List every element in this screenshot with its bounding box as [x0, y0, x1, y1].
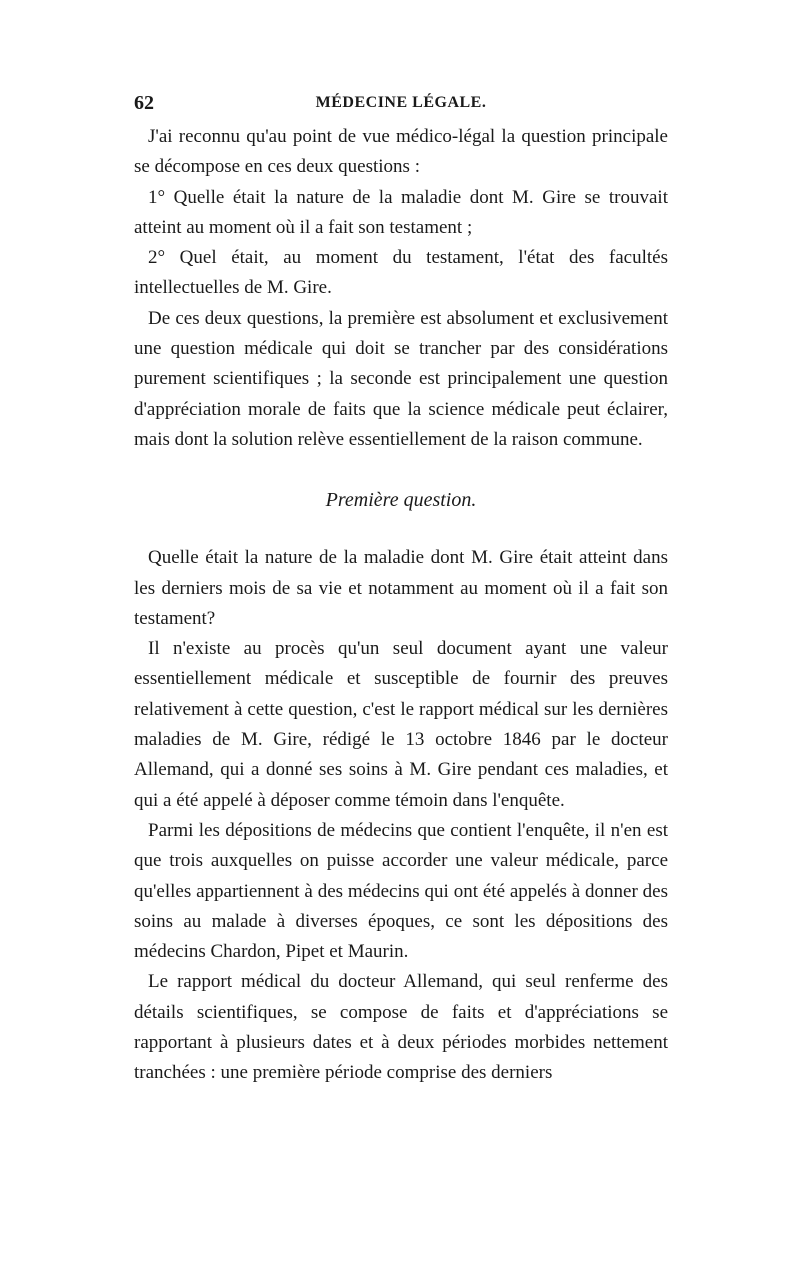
page-number: 62 — [134, 92, 154, 114]
paragraph: De ces deux questions, la première est absolument et exclusivement une question médicale qui doit se trancher par des considérations purement scientifiques ; la seconde est principalement une question d'appréciation morale de faits que la science médicale peut éclairer, mais dont la solution relève essentiellement de la raison commune. — [134, 307, 668, 450]
paragraph: Il n'existe au procès qu'un seul document ayant une valeur essentiellement médicale et susceptible de fournir des preuves relativement à cette question, c'est le rapport médical sur les dernières maladies de M. Gire, rédigé le 13 octobre 1846 par le docteur Allemand, qui a donné ses soins à M. Gire pendant ces maladies, et qui a été appelé à déposer comme témoin dans l'enquête. — [134, 638, 668, 811]
section-heading: Première question. — [325, 489, 477, 512]
running-title: MÉDECINE LÉGALE. — [315, 94, 487, 111]
running-head — [134, 92, 668, 116]
paragraph: Le rapport médical du docteur Allemand, qui seul renferme des détails scientifiques, se compose de faits et d'appréciations se rapportant à plusieurs dates et à deux périodes morbides nettement tranchées : une première période comprise des derniers — [134, 971, 668, 1084]
paragraph: 2° Quel était, au moment du testament, l'état des facultés intellectuelles de M. Gire. — [134, 247, 668, 299]
body-text — [134, 122, 668, 1089]
paragraph: Quelle était la nature de la maladie dont M. Gire était atteint dans les derniers mois de sa vie et notamment au moment où il a fait son testament? — [134, 547, 668, 629]
paragraph: Parmi les dépositions de médecins que contient l'enquête, il n'en est que trois auxquelles on puisse accorder une valeur médicale, parce qu'elles appartiennent à des médecins qui ont été appelés à donner des soins au malade à diverses époques, ce sont les dépositions des médecins Chardon, Pipet et Maurin. — [134, 819, 668, 963]
paragraph: 1° Quelle était la nature de la maladie dont M. Gire se trouvait atteint au moment où il a fait son testament ; — [134, 186, 668, 238]
paragraph: J'ai reconnu qu'au point de vue médico-légal la question principale se décompose en ces deux questions : — [134, 126, 668, 178]
